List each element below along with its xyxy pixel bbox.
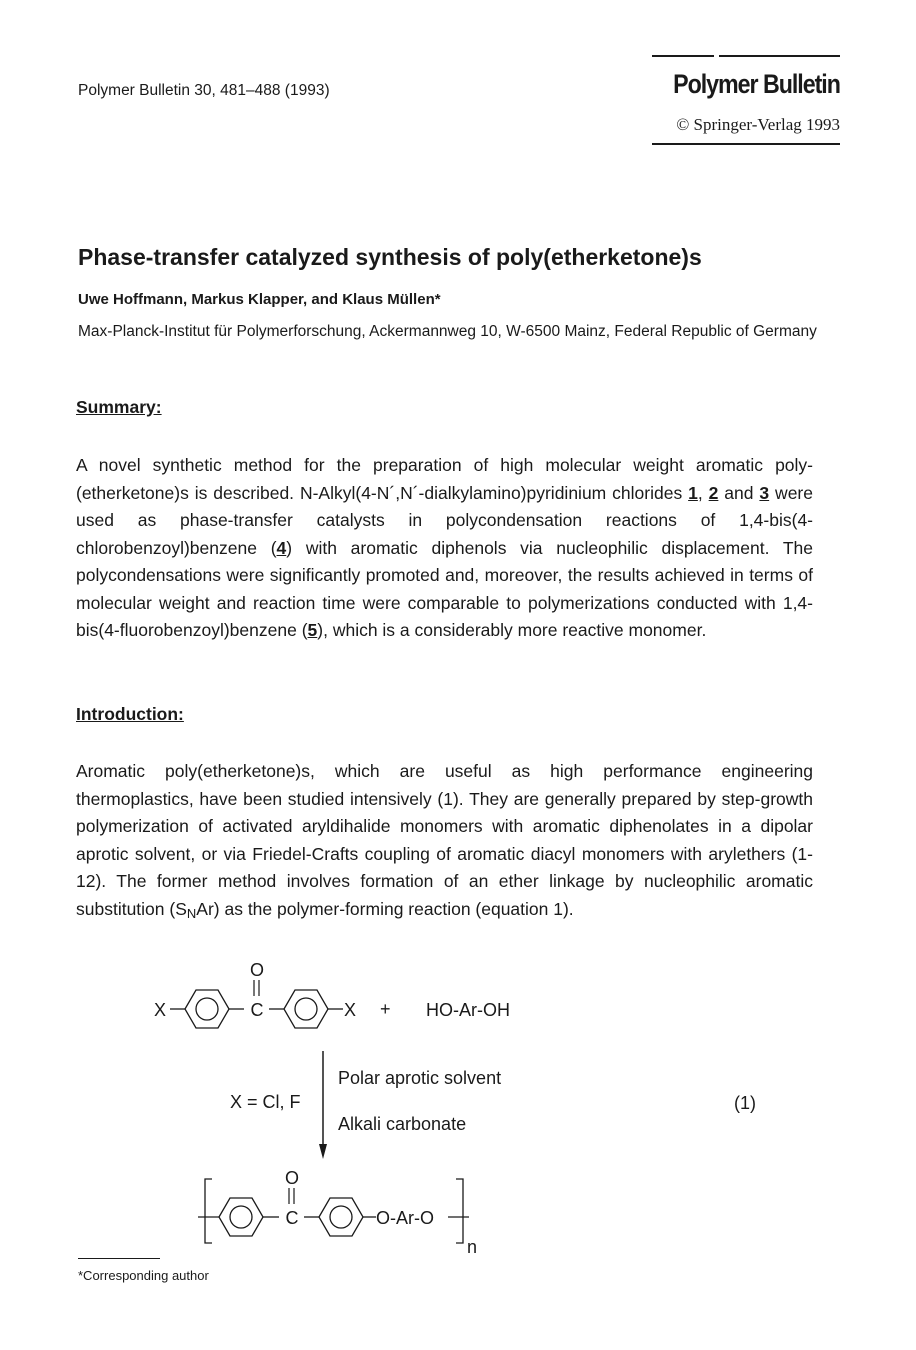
condition-solvent: Polar aprotic solvent — [338, 1068, 502, 1088]
halogen-left: X — [154, 1000, 167, 1020]
halogen-right: X — [344, 1000, 357, 1020]
summary-heading: Summary: — [76, 397, 162, 417]
diphenol-reactant: HO-Ar-OH — [426, 1000, 510, 1020]
footnote-rule — [78, 1258, 160, 1259]
summary-paragraph: A novel synthetic method for the preparation of high molecular weight aromatic poly- (etherketone)s is described. N-Alkyl(4-N´,N´-dialkylamino)pyridinium chlorides 1, 2 and 3 were used as phase-transfer catalysts in polycondensation reactions of 1,4-bis(4-chlorobenzoyl)benzene (4) with aromatic diphenols via nucleophilic displacement. The polycondensations were significantly promoted and, moreover, the results achieved in terms of molecular weight and reaction time were comparable to polymerizations conducted with 1,4-bis(4-fluorobenzoyl)benzene (5), which is a considerably more reactive monomer. — [76, 455, 814, 640]
benzene-ring-3 — [219, 1198, 263, 1236]
halogen-definition: X = Cl, F — [230, 1092, 301, 1112]
reaction-equation-1 — [140, 955, 820, 1275]
compound-ref-5: 5 — [307, 620, 318, 640]
masthead-top-rule — [652, 55, 840, 57]
compound-ref-4: 4 — [276, 537, 287, 558]
journal-name: Polymer Bulletin — [673, 69, 840, 99]
bracket-left — [205, 1179, 212, 1243]
benzene-ring-1 — [185, 990, 229, 1028]
carbonyl-oxygen-top: O — [249, 960, 265, 980]
masthead-bottom-rule — [652, 143, 840, 145]
carbonyl-carbon-bottom: C — [285, 1208, 299, 1228]
compound-ref-3: 3 — [759, 482, 770, 503]
equation-number: (1) — [734, 1093, 756, 1113]
introduction-heading: Introduction: — [76, 704, 184, 724]
benzene-ring-2 — [284, 990, 328, 1028]
authors: Uwe Hoffmann, Markus Klapper, and Klaus Müllen* — [78, 291, 441, 308]
benzene-ring-4 — [319, 1198, 363, 1236]
plus-sign: + — [380, 999, 391, 1019]
carbonyl-oxygen-bottom: O — [284, 1168, 300, 1188]
polymer-ether-segment: O-Ar-O — [376, 1208, 434, 1228]
citation-line: Polymer Bulletin 30, 481–488 (1993) — [78, 82, 330, 99]
paper-title: Phase-transfer catalyzed synthesis of poly(etherketone)s — [78, 244, 702, 270]
compound-ref-2: 2 — [708, 482, 719, 503]
introduction-paragraph: Aromatic poly(etherketone)s, which are useful as high performance engineering thermoplastics, have been studied intensively (1). They are generally prepared by step-growth polymerization of activated aryldihalide monomers with aromatic diphenolates in a dipolar aprotic solvent, or via Friedel-Crafts coupling of aromatic diacyl monomers with arylethers (1-12). The former method involves formation of an ether linkage by nucleophilic aromatic substitution $(S_NAr)$ as the polymer-forming reaction (equation 1). — [76, 761, 813, 921]
condition-base: Alkali carbonate — [338, 1114, 467, 1134]
reaction-arrowhead — [319, 1144, 327, 1159]
publisher-copyright: © Springer-Verlag 1993 — [676, 115, 840, 134]
compound-ref-1: 1 — [688, 482, 698, 503]
repeat-index: n — [467, 1237, 478, 1257]
carbonyl-carbon-top: C — [250, 1000, 264, 1020]
affiliation: Max-Planck-Institut für Polymerforschung, Ackermannweg 10, W-6500 Mainz, Federal Republic of Germany — [78, 323, 817, 340]
bracket-right — [456, 1179, 463, 1243]
footnote-corresponding-author: *Corresponding author — [78, 1268, 209, 1283]
